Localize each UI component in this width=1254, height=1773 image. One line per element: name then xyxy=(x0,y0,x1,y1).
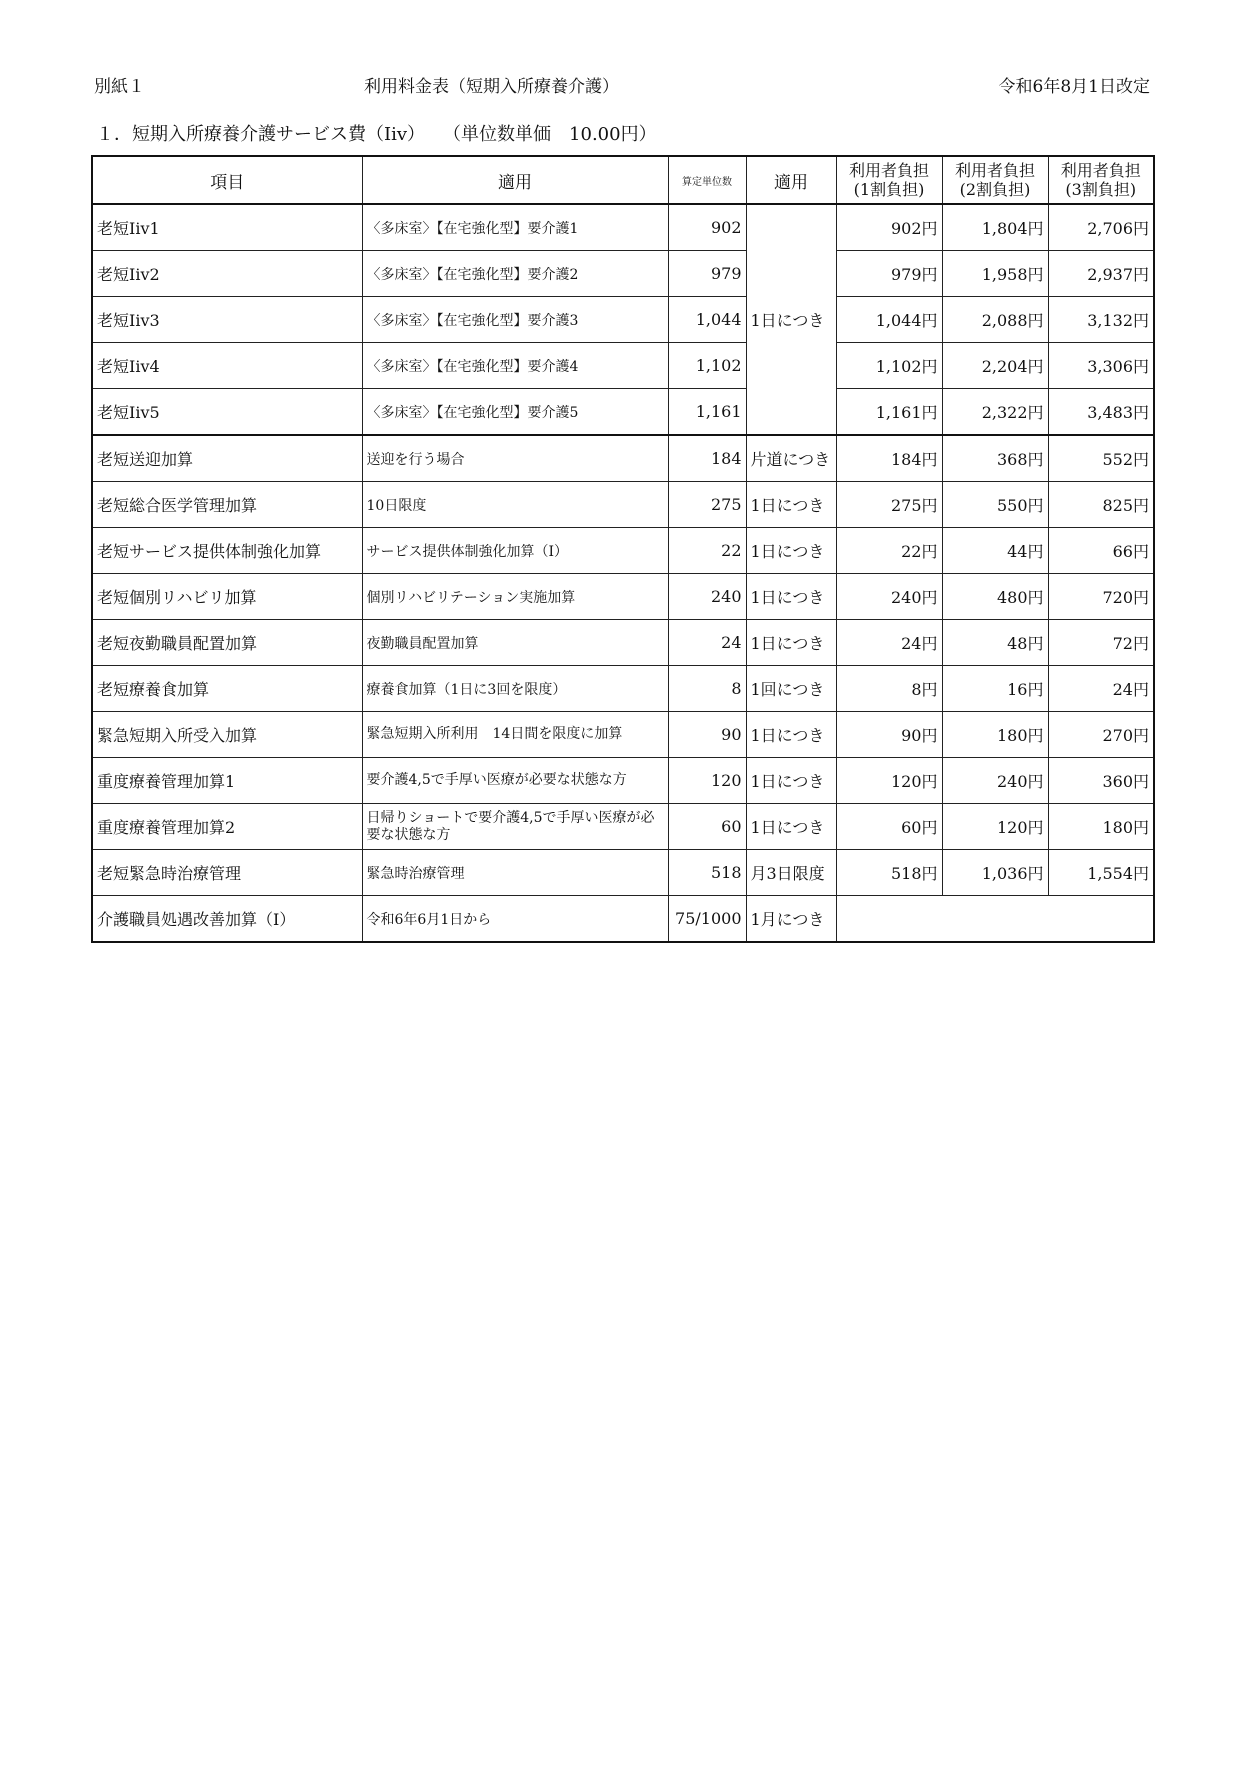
price-1-cell: 1,161円 xyxy=(836,389,942,436)
tekiyo-cell: 〈多床室〉【在宅強化型】要介護1 xyxy=(362,204,668,251)
units-cell: 518 xyxy=(668,850,746,896)
item-cell: 老短個別リハビリ加算 xyxy=(92,574,362,620)
price-3-cell: 1,554円 xyxy=(1048,850,1154,896)
item-cell: 老短Ⅰⅳ5 xyxy=(92,389,362,436)
price-2-cell: 180円 xyxy=(942,712,1048,758)
col-header-units: 算定単位数 xyxy=(668,156,746,204)
price-2-cell: 16円 xyxy=(942,666,1048,712)
units-cell: 120 xyxy=(668,758,746,804)
price-3-cell: 552円 xyxy=(1048,435,1154,482)
units-cell: 8 xyxy=(668,666,746,712)
price-3-cell: 66円 xyxy=(1048,528,1154,574)
table-row xyxy=(92,620,1154,666)
price-1-cell: 1,102円 xyxy=(836,343,942,389)
item-cell: 老短緊急時治療管理 xyxy=(92,850,362,896)
tekiyo-cell: 療養食加算（1日に3回を限度） xyxy=(362,666,668,712)
item-cell: 老短夜勤職員配置加算 xyxy=(92,620,362,666)
price-1-cell: 60円 xyxy=(836,804,942,850)
price-2-cell: 368円 xyxy=(942,435,1048,482)
units-cell: 979 xyxy=(668,251,746,297)
tekiyo-cell: サービス提供体制強化加算（Ⅰ） xyxy=(362,528,668,574)
price-1-cell: 275円 xyxy=(836,482,942,528)
units-cell: 75/1000 xyxy=(668,896,746,943)
table-row xyxy=(92,712,1154,758)
units-cell: 184 xyxy=(668,435,746,482)
tekiyo-cell: 〈多床室〉【在宅強化型】要介護2 xyxy=(362,251,668,297)
table-row xyxy=(92,482,1154,528)
document-title: 利用料金表（短期入所療養介護） xyxy=(364,77,619,97)
price-1-cell: 24円 xyxy=(836,620,942,666)
price-2-cell: 550円 xyxy=(942,482,1048,528)
price-2-cell: 1,804円 xyxy=(942,204,1048,251)
apply-cell: 片道につき xyxy=(746,435,836,482)
price-3-cell: 2,706円 xyxy=(1048,204,1154,251)
price-2-cell: 120円 xyxy=(942,804,1048,850)
item-cell: 老短Ⅰⅳ2 xyxy=(92,251,362,297)
apply-cell: 月3日限度 xyxy=(746,850,836,896)
price-1-cell: 22円 xyxy=(836,528,942,574)
table-row xyxy=(92,574,1154,620)
apply-cell: 1日につき xyxy=(746,804,836,850)
tekiyo-cell: 緊急短期入所利用 14日間を限度に加算 xyxy=(362,712,668,758)
item-cell: 介護職員処遇改善加算（Ⅰ） xyxy=(92,896,362,943)
table-header-row xyxy=(92,156,1154,204)
units-cell: 60 xyxy=(668,804,746,850)
units-cell: 22 xyxy=(668,528,746,574)
table-row xyxy=(92,343,1154,389)
item-cell: 重度療養管理加算1 xyxy=(92,758,362,804)
tekiyo-cell: 〈多床室〉【在宅強化型】要介護5 xyxy=(362,389,668,436)
table-row xyxy=(92,251,1154,297)
tekiyo-cell: 要介護4,5で手厚い医療が必要な状態な方 xyxy=(362,758,668,804)
item-cell: 老短療養食加算 xyxy=(92,666,362,712)
price-3-cell: 3,483円 xyxy=(1048,389,1154,436)
table-row xyxy=(92,896,1154,943)
units-cell: 24 xyxy=(668,620,746,666)
price-2-cell: 2,204円 xyxy=(942,343,1048,389)
units-cell: 1,161 xyxy=(668,389,746,436)
price-2-cell: 1,958円 xyxy=(942,251,1048,297)
apply-cell: 1日につき xyxy=(746,620,836,666)
col-header-apply: 適用 xyxy=(746,156,836,204)
price-1-cell: 979円 xyxy=(836,251,942,297)
price-1-cell: 90円 xyxy=(836,712,942,758)
apply-cell: 1日につき xyxy=(746,712,836,758)
tekiyo-cell: 緊急時治療管理 xyxy=(362,850,668,896)
price-3-cell: 24円 xyxy=(1048,666,1154,712)
item-cell: 老短送迎加算 xyxy=(92,435,362,482)
item-cell: 老短サービス提供体制強化加算 xyxy=(92,528,362,574)
item-cell: 老短総合医学管理加算 xyxy=(92,482,362,528)
apply-cell: 1日につき xyxy=(746,528,836,574)
price-2-cell: 48円 xyxy=(942,620,1048,666)
tekiyo-cell: 令和6年6月1日から xyxy=(362,896,668,943)
item-cell: 老短Ⅰⅳ4 xyxy=(92,343,362,389)
price-1-cell: 120円 xyxy=(836,758,942,804)
price-1-cell: 184円 xyxy=(836,435,942,482)
apply-cell: 1日につき xyxy=(746,574,836,620)
units-cell: 1,102 xyxy=(668,343,746,389)
apply-cell: 1日につき xyxy=(746,204,836,435)
price-2-cell: 2,088円 xyxy=(942,297,1048,343)
price-2-cell: 1,036円 xyxy=(942,850,1048,896)
table-row xyxy=(92,666,1154,712)
document-label: 別紙１ xyxy=(94,77,145,97)
item-cell: 重度療養管理加算2 xyxy=(92,804,362,850)
price-3-cell: 180円 xyxy=(1048,804,1154,850)
units-cell: 902 xyxy=(668,204,746,251)
table-row xyxy=(92,435,1154,482)
price-3-cell: 270円 xyxy=(1048,712,1154,758)
price-3-cell: 825円 xyxy=(1048,482,1154,528)
price-3-cell: 2,937円 xyxy=(1048,251,1154,297)
col-header-p1: 利用者負担 (1割負担) xyxy=(836,156,942,204)
tekiyo-cell: 〈多床室〉【在宅強化型】要介護3 xyxy=(362,297,668,343)
tekiyo-cell: 送迎を行う場合 xyxy=(362,435,668,482)
price-3-cell: 3,132円 xyxy=(1048,297,1154,343)
units-cell: 240 xyxy=(668,574,746,620)
item-cell: 緊急短期入所受入加算 xyxy=(92,712,362,758)
price-1-cell: 240円 xyxy=(836,574,942,620)
price-3-cell: 720円 xyxy=(1048,574,1154,620)
price-1-cell: 518円 xyxy=(836,850,942,896)
price-1-cell: 8円 xyxy=(836,666,942,712)
col-header-p3: 利用者負担 (3割負担) xyxy=(1048,156,1154,204)
apply-cell: 1月につき xyxy=(746,896,836,943)
units-cell: 90 xyxy=(668,712,746,758)
price-2-cell: 2,322円 xyxy=(942,389,1048,436)
revision-date: 令和6年8月1日改定 xyxy=(998,77,1150,97)
units-cell: 1,044 xyxy=(668,297,746,343)
table-row xyxy=(92,297,1154,343)
tekiyo-cell: 10日限度 xyxy=(362,482,668,528)
price-2-cell: 44円 xyxy=(942,528,1048,574)
units-cell: 275 xyxy=(668,482,746,528)
table-row xyxy=(92,804,1154,850)
empty-cell xyxy=(836,896,1154,943)
col-header-item: 項目 xyxy=(92,156,362,204)
table-row xyxy=(92,204,1154,251)
price-3-cell: 72円 xyxy=(1048,620,1154,666)
apply-cell: 1日につき xyxy=(746,758,836,804)
fee-table xyxy=(91,155,1155,943)
price-1-cell: 902円 xyxy=(836,204,942,251)
price-2-cell: 240円 xyxy=(942,758,1048,804)
col-header-tekiyo: 適用 xyxy=(362,156,668,204)
price-3-cell: 3,306円 xyxy=(1048,343,1154,389)
item-cell: 老短Ⅰⅳ1 xyxy=(92,204,362,251)
table-row xyxy=(92,528,1154,574)
section-title: １．短期入所療養介護サービス費（Ⅰⅳ） （単位数単価 10.00円） xyxy=(96,124,657,145)
tekiyo-cell: 〈多床室〉【在宅強化型】要介護4 xyxy=(362,343,668,389)
tekiyo-cell: 日帰りショートで要介護4,5で手厚い医療が必要な状態な方 xyxy=(362,804,668,850)
price-2-cell: 480円 xyxy=(942,574,1048,620)
table-row xyxy=(92,850,1154,896)
apply-cell: 1日につき xyxy=(746,482,836,528)
price-3-cell: 360円 xyxy=(1048,758,1154,804)
apply-cell: 1回につき xyxy=(746,666,836,712)
tekiyo-cell: 夜勤職員配置加算 xyxy=(362,620,668,666)
item-cell: 老短Ⅰⅳ3 xyxy=(92,297,362,343)
table-row xyxy=(92,758,1154,804)
table-row xyxy=(92,389,1154,436)
col-header-p2: 利用者負担 (2割負担) xyxy=(942,156,1048,204)
tekiyo-cell: 個別リハビリテーション実施加算 xyxy=(362,574,668,620)
price-1-cell: 1,044円 xyxy=(836,297,942,343)
